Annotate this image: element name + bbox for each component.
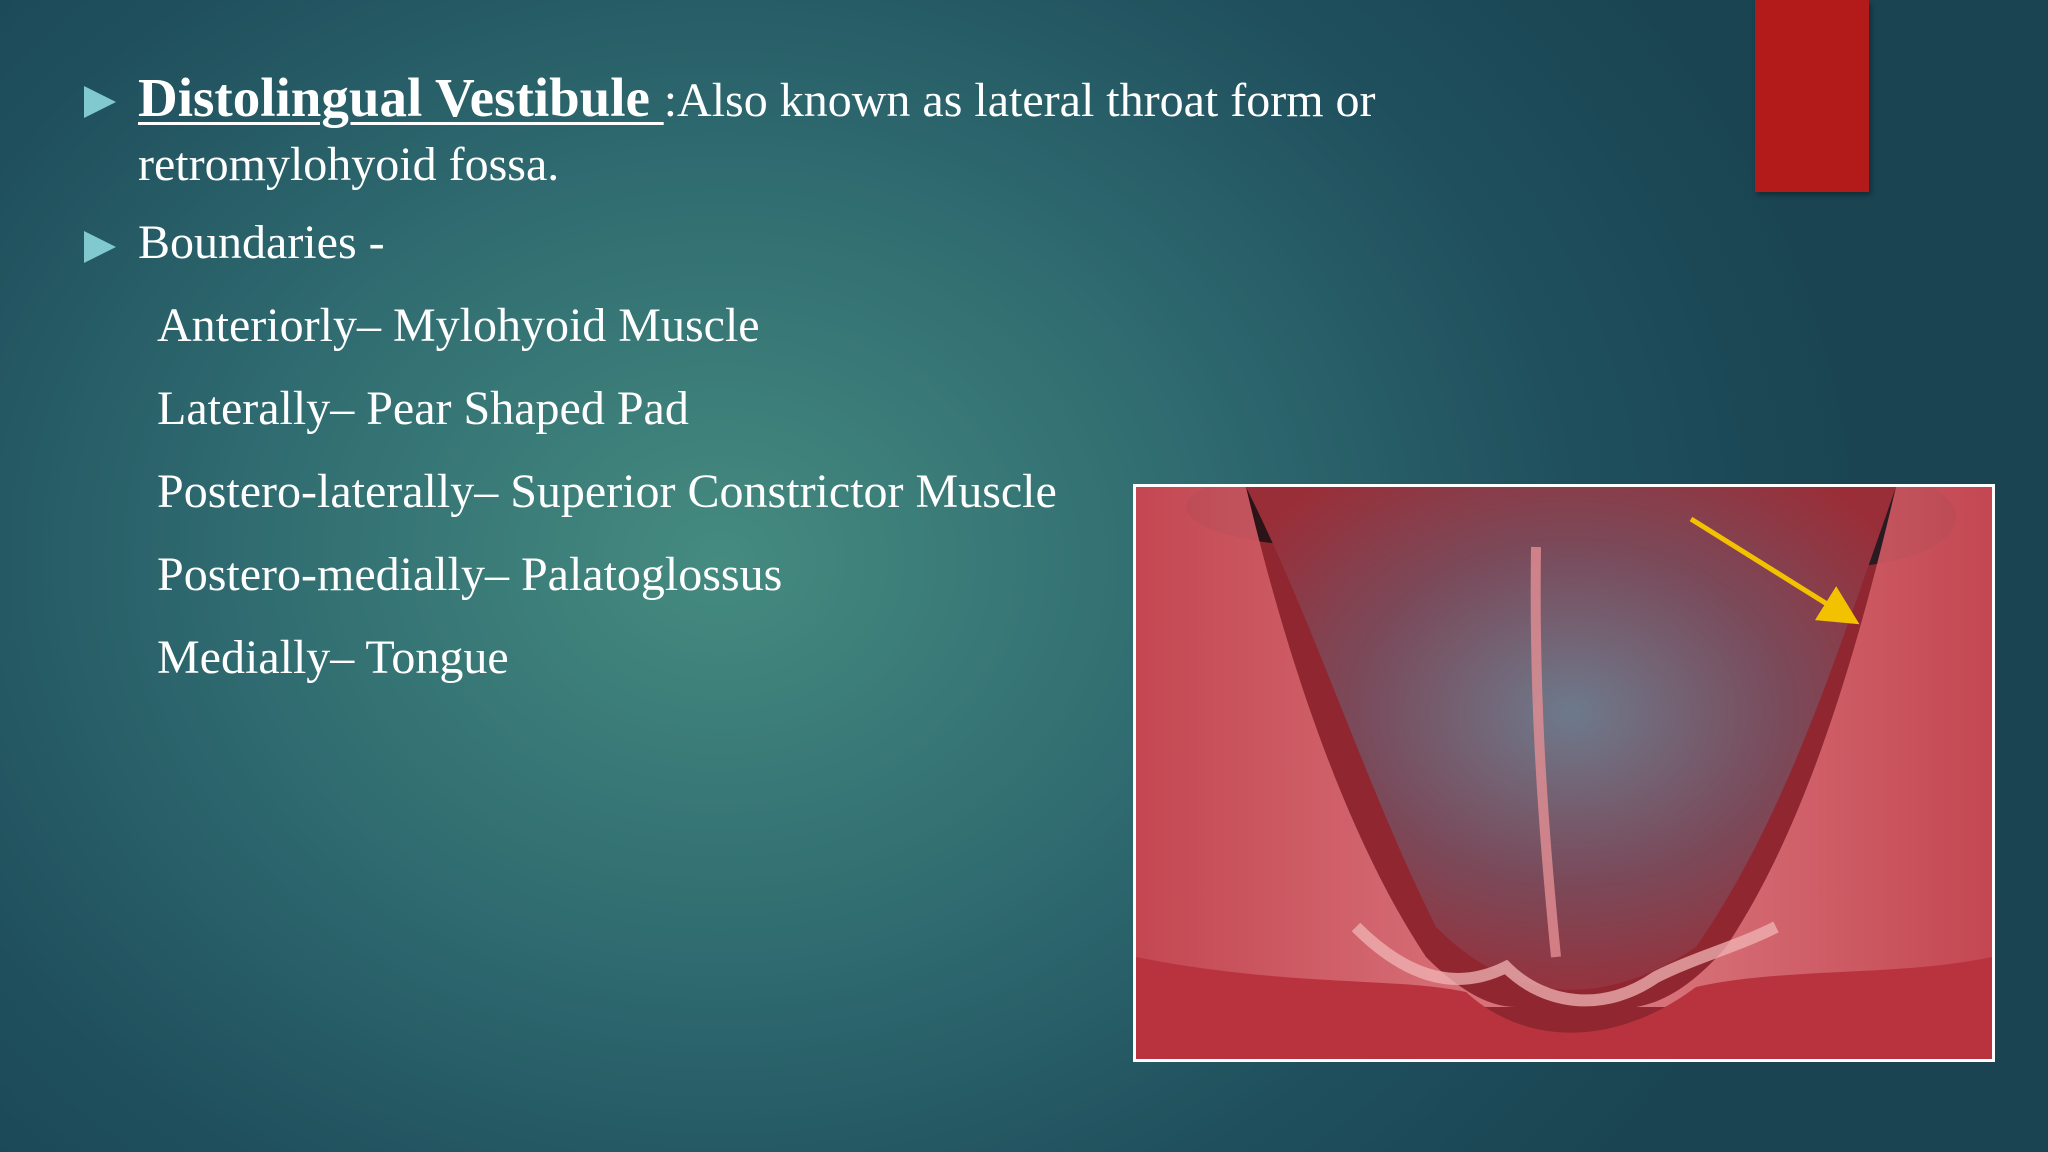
red-accent-bar [1755, 0, 1869, 192]
boundary-postero-laterally: Postero-laterally– Superior Constrictor Muscle [157, 465, 1057, 518]
oral-cavity-photo [1133, 484, 1995, 1062]
boundary-postero-medially: Postero-medially– Palatoglossus [157, 548, 783, 601]
term-description: :Also known as lateral throat form or retromylohyoid fossa. [138, 74, 1376, 191]
boundary-medially: Medially– Tongue [157, 631, 509, 684]
term-heading: Distolingual Vestibule [138, 67, 664, 128]
boundaries-heading: Boundaries - [138, 216, 385, 269]
bullet-item-boundaries [84, 211, 1538, 275]
triangle-bullet-icon [84, 86, 116, 118]
bullet-text [138, 66, 1538, 197]
boundary-anteriorly: Anteriorly– Mylohyoid Muscle [157, 299, 760, 352]
boundary-laterally: Laterally– Pear Shaped Pad [157, 382, 689, 435]
triangle-bullet-icon [84, 231, 116, 263]
bullet-item-distolingual-vestibule [84, 66, 1538, 197]
